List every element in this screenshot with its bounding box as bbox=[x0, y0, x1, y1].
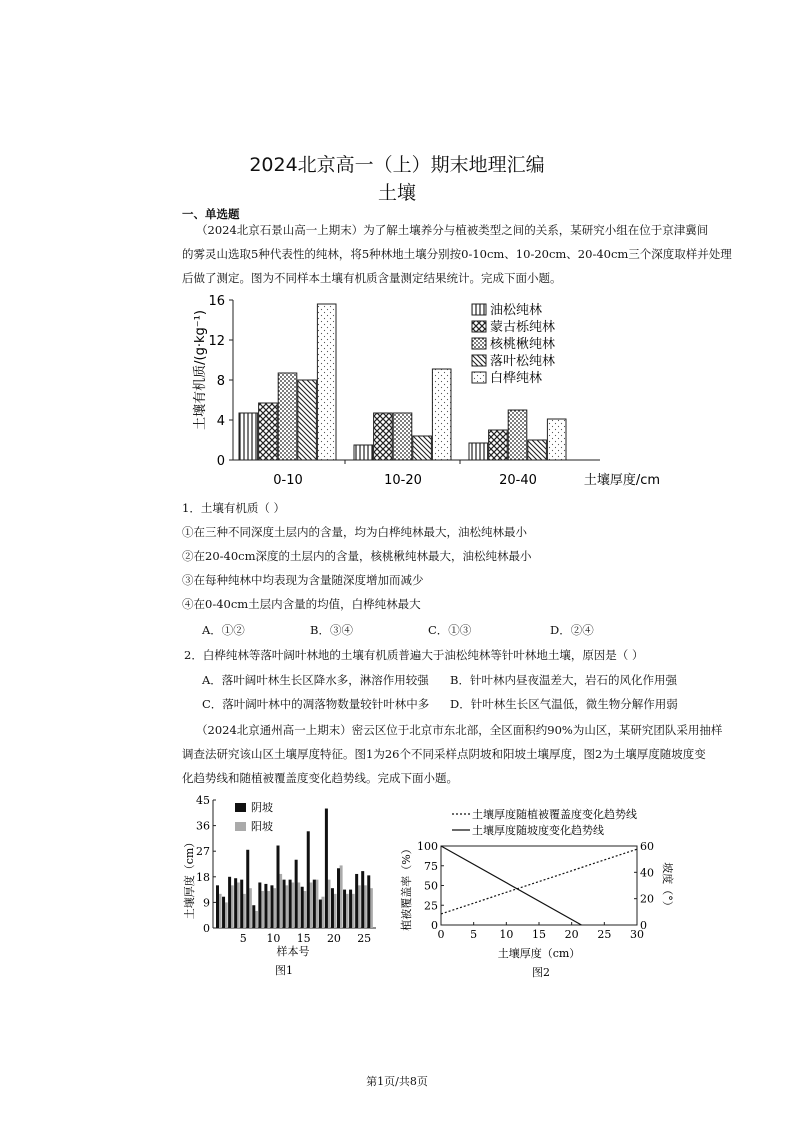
legend-shady-label: 阴坡 bbox=[251, 801, 273, 814]
q1-option-a: A．①② bbox=[202, 623, 245, 637]
q2-stem: 2．白桦纯林等落叶阔叶林地的土壤有机质普遍大于油松纯林等针叶林地土壤，原因是（ ） bbox=[184, 648, 644, 662]
chart1-bar bbox=[317, 304, 336, 460]
fig1-bar-sunny bbox=[237, 882, 240, 928]
fig1-bar-shady bbox=[313, 880, 316, 928]
fig2-ytick-left-label: 75 bbox=[424, 859, 438, 873]
fig1-bar-sunny bbox=[370, 888, 373, 928]
fig1-bar-sunny bbox=[273, 888, 276, 928]
fig1-bar-sunny bbox=[303, 891, 306, 928]
fig1-bar-sunny bbox=[285, 885, 288, 928]
fig1-bar-sunny bbox=[291, 882, 294, 928]
fig2-xtick-label: 25 bbox=[597, 928, 612, 941]
fig1-bar-shady bbox=[289, 880, 292, 928]
fig1-bar-shady bbox=[343, 890, 346, 928]
intro2-line-1: （2024北京通州高一上期末）密云区位于北京市东北部，全区面积约90%为山区，某研究团队采用抽样 bbox=[196, 723, 723, 737]
fig1-bar-sunny bbox=[255, 911, 258, 928]
chart1-bar bbox=[528, 440, 547, 460]
fig2-xtick-label: 10 bbox=[499, 928, 514, 941]
fig2-xlabel: 土壤厚度（cm） bbox=[497, 947, 581, 960]
chart1-bar bbox=[469, 443, 488, 460]
fig2-caption: 图2 bbox=[532, 966, 550, 979]
chart1-xlabel: 土壤厚度/cm bbox=[583, 473, 661, 488]
chart1-bar bbox=[393, 413, 412, 460]
fig2-xtick-label: 15 bbox=[532, 928, 546, 941]
q1-statement-4: ④在0-40cm土层内含量的均值，白桦纯林最大 bbox=[182, 597, 421, 611]
chart1-ytick-label: 16 bbox=[208, 294, 225, 309]
fig1-xtick-label: 25 bbox=[357, 932, 372, 945]
q2-option-a: A．落叶阔叶林生长区降水多，淋溶作用较强 bbox=[202, 673, 429, 687]
chart1-bar bbox=[413, 436, 432, 460]
fig1-bar-shady bbox=[325, 809, 328, 928]
chart1-bar bbox=[508, 410, 527, 460]
fig2-ytick-left-label: 0 bbox=[431, 919, 438, 932]
fig2-legend-label: 土壤厚度随坡度变化趋势线 bbox=[472, 824, 604, 837]
fig2-xtick-label: 0 bbox=[437, 928, 445, 941]
fig2-xtick-label: 20 bbox=[564, 928, 579, 941]
chart1-bar bbox=[239, 413, 258, 460]
fig1-bar-shady bbox=[337, 868, 340, 928]
fig1-bar-shady bbox=[283, 880, 286, 928]
fig2-xtick-label: 30 bbox=[630, 928, 644, 941]
chart1-ytick-label: 0 bbox=[216, 454, 225, 469]
q2-option-b: B．针叶林内昼夜温差大，岩石的风化作用强 bbox=[450, 673, 677, 687]
fig1-bar-shady bbox=[301, 887, 304, 928]
chart1-ytick-label: 4 bbox=[216, 414, 225, 429]
fig1-bar-shady bbox=[355, 874, 358, 928]
fig2-xtick-label: 5 bbox=[470, 928, 478, 941]
section-label: 一、单选题 bbox=[182, 207, 240, 221]
chart1-legend-swatch bbox=[472, 338, 486, 349]
fig1-bar-sunny bbox=[328, 880, 331, 928]
intro2-line-3: 化趋势线和随植被覆盖度变化趋势线。完成下面小题。 bbox=[182, 771, 458, 785]
fig1-bar-shady bbox=[222, 897, 225, 928]
fig1-bar-shady bbox=[252, 905, 255, 928]
fig1-bar-sunny bbox=[225, 902, 228, 928]
fig1-ytick-label: 45 bbox=[196, 794, 210, 807]
fig1-bar-shady bbox=[216, 885, 219, 928]
fig2-slope-trend-line bbox=[441, 846, 581, 925]
organic-matter-chart bbox=[182, 290, 661, 495]
chart1-legend-label: 蒙古栎纯林 bbox=[490, 320, 556, 335]
fig1-bar-sunny bbox=[297, 882, 300, 928]
legend-sunny-label: 阳坡 bbox=[251, 820, 273, 833]
fig1-ytick-label: 0 bbox=[203, 922, 210, 935]
fig1-bar-shady bbox=[307, 831, 310, 928]
fig1-ytick-label: 9 bbox=[203, 896, 210, 910]
intro-line-2: 的雾灵山选取5种代表性的纯林，将5种林地土壤分别按0-10cm、10-20cm、20-40cm三个深度取样并处理 bbox=[182, 247, 732, 261]
fig1-bar-sunny bbox=[309, 882, 312, 928]
fig1-bar-sunny bbox=[261, 891, 264, 928]
fig2-ylabel-right: 坡度（°） bbox=[661, 862, 674, 912]
fig1-bar-sunny bbox=[334, 894, 337, 928]
q1-option-c: C．①③ bbox=[428, 623, 472, 637]
q2-option-c: C．落叶阔叶林中的凋落物数量较针叶林中多 bbox=[202, 697, 430, 711]
fig2-ytick-right-label: 60 bbox=[640, 840, 654, 853]
legend-sunny-swatch bbox=[235, 822, 246, 831]
fig1-bar-sunny bbox=[279, 874, 282, 928]
chart1-bar bbox=[298, 380, 317, 460]
fig1-xtick-label: 20 bbox=[326, 932, 341, 945]
chart1-bar bbox=[354, 445, 373, 460]
fig1-bar-sunny bbox=[249, 888, 252, 928]
intro2-line-2: 调查法研究该山区土壤厚度特征。图1为26个不同采样点阴坡和阳坡土壤厚度，图2为土壤厚度随坡度变 bbox=[182, 747, 706, 761]
fig1-bar-sunny bbox=[219, 894, 222, 928]
chart1-legend-label: 油松纯林 bbox=[490, 303, 543, 318]
q1-statement-2: ②在20-40cm深度的土层内的含量，核桃楸纯林最大，油松纯林最小 bbox=[182, 549, 532, 563]
q1-option-b: B．③④ bbox=[310, 623, 353, 637]
fig1-bar-sunny bbox=[340, 865, 343, 928]
fig1-bar-sunny bbox=[231, 885, 234, 928]
fig2-ytick-left-label: 100 bbox=[417, 840, 438, 853]
q1-option-d: D．②④ bbox=[550, 623, 594, 637]
chart1-bar bbox=[432, 369, 451, 460]
fig1-ytick-label: 18 bbox=[196, 870, 210, 884]
fig1-bar-sunny bbox=[364, 885, 367, 928]
chart1-bar bbox=[259, 403, 278, 460]
intro-line-1: （2024北京石景山高一上期末）为了解土壤养分与植被类型之间的关系，某研究小组在位于京津冀间 bbox=[196, 223, 709, 237]
fig1-ytick-label: 36 bbox=[196, 819, 210, 833]
fig2-ytick-right-label: 20 bbox=[640, 892, 654, 906]
chart1-legend-label: 白桦纯林 bbox=[490, 371, 543, 386]
fig1-xlabel: 样本号 bbox=[276, 945, 310, 958]
q1-statement-1: ①在三种不同深度土层内的含量，均为白桦纯林最大，油松纯林最小 bbox=[182, 525, 527, 539]
chart1-legend-swatch bbox=[472, 372, 486, 383]
fig1-bar-shady bbox=[270, 885, 273, 928]
fig1-bar-shady bbox=[277, 846, 280, 928]
fig1-bar-shady bbox=[331, 888, 334, 928]
fig1-bar-sunny bbox=[243, 894, 246, 928]
fig1-bar-sunny bbox=[315, 880, 318, 928]
fig1-bar-shady bbox=[349, 890, 352, 928]
chart1-xtick-label: 10-20 bbox=[384, 473, 422, 488]
chart1-xtick-label: 0-10 bbox=[273, 473, 303, 488]
fig2-cover-trend-line bbox=[441, 849, 637, 914]
chart1-legend-swatch bbox=[472, 355, 486, 366]
page-subtitle: 土壤 bbox=[377, 182, 416, 204]
chart1-legend-swatch bbox=[472, 304, 486, 315]
fig2-ytick-left-label: 25 bbox=[424, 899, 438, 913]
fig1-bar-sunny bbox=[358, 885, 361, 928]
fig1-bar-shady bbox=[295, 860, 298, 928]
chart1-ytick-label: 8 bbox=[216, 374, 225, 389]
fig1-bar-sunny bbox=[352, 894, 355, 928]
chart1-ylabel: 土壤有机质/(g·kg⁻¹) bbox=[193, 310, 208, 430]
fig1-xtick-label: 15 bbox=[296, 932, 311, 945]
chart1-legend-label: 核桃楸纯林 bbox=[490, 337, 556, 352]
fig1-bar-shady bbox=[258, 882, 261, 928]
q1-stem: 1．土壤有机质（ ） bbox=[182, 501, 285, 515]
chart1-bar bbox=[489, 430, 508, 460]
fig1-xtick-label: 5 bbox=[239, 932, 247, 945]
legend-shady-swatch bbox=[235, 803, 246, 812]
fig2-ytick-right-label: 0 bbox=[640, 919, 647, 932]
fig1-bar-shady bbox=[240, 880, 243, 928]
q1-statement-3: ③在每种纯林中均表现为含量随深度增加而减少 bbox=[182, 573, 424, 587]
fig1-bar-sunny bbox=[321, 897, 324, 928]
trend-line-chart bbox=[398, 802, 676, 982]
fig1-ytick-label: 27 bbox=[196, 845, 210, 859]
fig1-bar-shady bbox=[367, 875, 370, 928]
fig2-ytick-right-label: 40 bbox=[640, 866, 654, 880]
soil-thickness-chart bbox=[180, 790, 380, 982]
fig1-bar-shady bbox=[246, 850, 249, 928]
fig2-plot-frame bbox=[441, 846, 637, 925]
fig1-caption: 图1 bbox=[275, 964, 293, 977]
chart1-legend-label: 落叶松纯林 bbox=[490, 354, 556, 369]
q2-option-d: D．针叶林生长区气温低，微生物分解作用弱 bbox=[450, 697, 678, 711]
fig1-bar-shady bbox=[234, 878, 237, 928]
chart1-bar bbox=[547, 419, 566, 460]
chart1-ytick-label: 12 bbox=[208, 334, 225, 349]
page-footer: 第1页/共8页 bbox=[366, 1075, 428, 1088]
fig1-ylabel: 土壤厚度（cm） bbox=[183, 836, 196, 920]
page-title: 2024北京高一（上）期末地理汇编 bbox=[249, 154, 545, 176]
fig1-bar-shady bbox=[319, 900, 322, 928]
fig1-bar-sunny bbox=[267, 891, 270, 928]
intro-line-3: 后做了测定。图为不同样本土壤有机质含量测定结果统计。完成下面小题。 bbox=[182, 271, 562, 285]
fig1-bar-shady bbox=[361, 871, 364, 928]
chart1-legend-swatch bbox=[472, 321, 486, 332]
fig1-bar-shady bbox=[228, 877, 231, 928]
chart1-bar bbox=[374, 413, 393, 460]
fig2-legend-label: 土壤厚度随植被覆盖度变化趋势线 bbox=[472, 808, 637, 821]
fig2-ylabel-left: 植被覆盖率（%） bbox=[400, 843, 413, 931]
fig1-bar-sunny bbox=[346, 894, 349, 928]
fig1-bar-shady bbox=[264, 884, 267, 928]
fig1-xtick-label: 10 bbox=[266, 932, 281, 945]
chart1-bar bbox=[278, 373, 297, 460]
fig2-ytick-left-label: 50 bbox=[424, 879, 438, 893]
chart1-xtick-label: 20-40 bbox=[499, 473, 537, 488]
